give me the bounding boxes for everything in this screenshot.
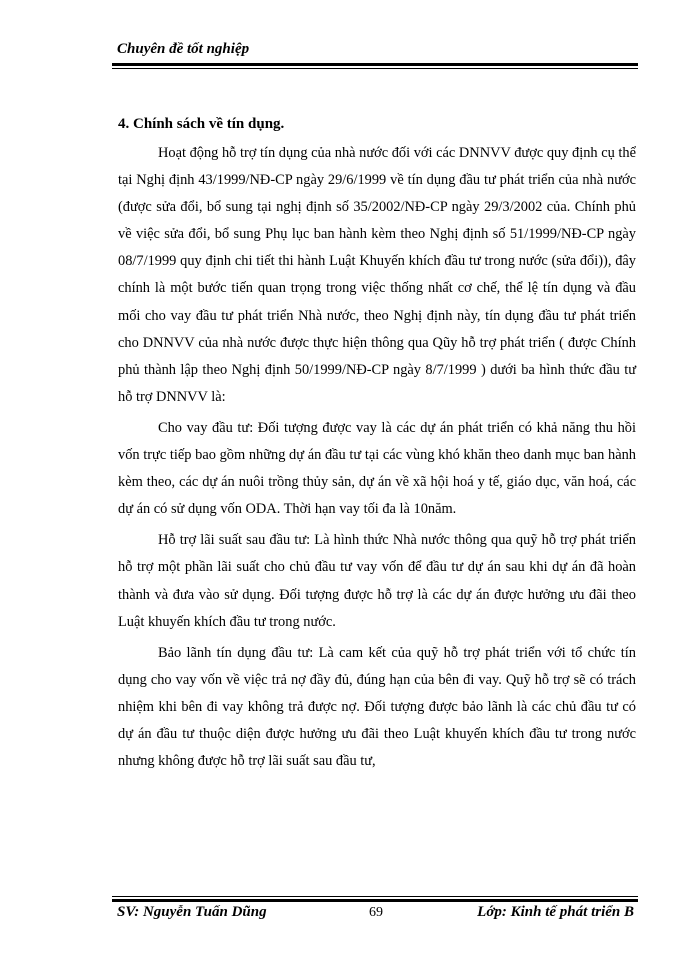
section-heading: 4. Chính sách về tín dụng. <box>118 116 285 132</box>
header-rule-thin <box>112 68 638 69</box>
footer-class: Lớp: Kinh tế phát triển B <box>477 904 634 920</box>
body-text <box>118 140 636 779</box>
page-number: 69 <box>369 905 383 920</box>
paragraph: Hỗ trợ lãi suất sau đầu tư: Là hình thức Nhà nước thông qua quỹ hỗ trợ phát triển hỗ trợ một phần lãi suất cho chủ đầu tư vay vốn để đầu tư dự án sau khi dự án đã hoàn thành và đưa vào sử dụng. Đối tượng được hỗ trợ là các dự án được hưởng ưu đãi theo Luật khuyến khích đầu tư trong nước. <box>118 532 636 630</box>
paragraph: Bảo lãnh tín dụng đầu tư: Là cam kết của quỹ hỗ trợ phát triển với tổ chức tín dụng cho vay vốn về việc trả nợ đầy đủ, đúng hạn của bên đi vay. Quỹ hỗ trợ sẽ có trách nhiệm khi bên đi vay không trả được nợ. Đối tượng được bảo lãnh là các chủ đầu tư có dự án đầu tư thuộc diện được hưởng ưu đãi theo Luật khuyến khích đầu tư trong nước nhưng không được hỗ trợ lãi suất sau đầu tư, <box>118 644 636 770</box>
header-rule <box>112 63 638 66</box>
footer-student: SV: Nguyễn Tuấn Dũng <box>117 904 267 920</box>
footer-rule-thin <box>112 896 638 897</box>
paragraph: Cho vay đầu tư: Đối tượng được vay là các dự án phát triển có khả năng thu hồi vốn trực tiếp bao gồm những dự án đầu tư tại các vùng khó khăn theo danh mục ban hành kèm theo, các dự án nuôi trồng thủy sản, dự án về xã hội hoá y tế, giáo dục, văn hoá, các dự án có sử dụng vốn ODA. Thời hạn vay tối đa là 10năm. <box>118 419 636 518</box>
paragraph: Hoạt động hỗ trợ tín dụng của nhà nước đối với các DNNVV được quy định cụ thể tại Nghị định 43/1999/NĐ-CP ngày 29/6/1999 về tín dụng đầu tư phát triển của nhà nước (được sửa đổi, bổ sung tại nghị định số 35/2002/NĐ-CP ngày 29/3/2002 của. Chính phủ về việc sửa đổi, bổ sung Phụ lục ban hành kèm theo Nghị định số 51/1999/NĐ-CP ngày 08/7/1999 quy định chi tiết thi hành Luật Khuyến khích đầu tư trong nước (sửa đổi)), đây chính là một bước tiến quan trọng trong việc thống nhất cơ chế, thể lệ tín dụng và đầu mối cho vay đầu tư phát triển Nhà nước, theo Nghị định này, tín dụng đầu tư phát triển cho DNNVV của nhà nước được thực hiện thông qua Qũy hỗ trợ phát triển ( được Chính phủ thành lập theo Nghị định 50/1999/NĐ-CP ngày 8/7/1999 ) dưới ba hình thức đầu tư hỗ trợ DNNVV là: <box>118 145 636 405</box>
header-title: Chuyên đề tốt nghiệp <box>117 41 250 57</box>
footer-rule <box>112 899 638 902</box>
